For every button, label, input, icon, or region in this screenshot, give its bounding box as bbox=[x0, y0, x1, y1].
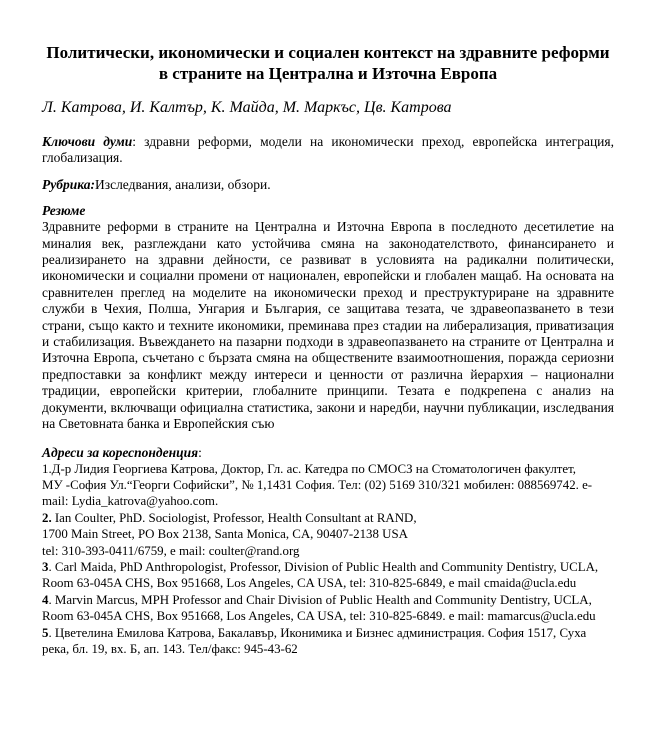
address-number: 3 bbox=[42, 559, 49, 574]
address-line: mail: Lydia_katrova@yahoo.com. bbox=[42, 494, 219, 509]
rubric-text: Изследвания, анализи, обзори. bbox=[95, 176, 271, 192]
address-line: река, бл. 19, вх. Б, ап. 143. Тел/факс: 945-43-62 bbox=[42, 641, 298, 656]
paper-title: Политически, икономически и социален контекст на здравните реформи в страните на Централна и Източна Европа bbox=[46, 43, 610, 83]
author-list: Л. Катрова, И. Калтър, К. Майда, М. Маркъс, Цв. Катрова bbox=[42, 99, 452, 116]
address-text: . Carl Maida, PhD Anthropologist, Professor, Division of Public Health and Community Dentistry, UCLA, bbox=[48, 559, 599, 574]
address-text: . Marvin Marcus, MPH Professor and Chair Division of Public Health and Community Dentistry, UCLA, bbox=[48, 592, 592, 607]
keywords-paragraph bbox=[42, 134, 614, 167]
address-number: 5 bbox=[42, 625, 49, 640]
keywords-text: : здравни реформи, модели на икономически преход, европейска интеграция, глобализация. bbox=[42, 134, 614, 166]
address-entry bbox=[42, 592, 614, 625]
address-number: 4 bbox=[42, 592, 49, 607]
address-line bbox=[42, 625, 614, 641]
abstract-text: Здравните реформи в страните на Централна и Източна Европа в последното десетилетие на миналия век, разглеждани като устойчива смяна на законодателството, финансирането и реализирането на здравни дейности, се развиват в условията на радикални политически, икономически и социални промени от национален, европейски и глобален мащаб. На основата на сравнителен преглед на моделите на икономически преход и преструктуриране на здравните служби в Чехия, Полша, Унгария и България, се защитава тезата, че здравеопазването в тези страни, също както и техните икономики, преминава през стадии на либерализация, приватизация и стабилизация. Въвеждането на пазарни подходи в здравеопазването на страните от Централна и Източна Европа, съчетано с бързата смяна на обществените взаимоотношения, поражда сериозни предпоставки за конфликт между интереси и ценности от различна йерархия – национални традиции, европейски критерии, глобалните принципи. Тезата е подкрепена с анализ на документи, включващи официална статистика, закони и наредби, научни публикации, изследвания на Световната банка и Европейския съю bbox=[42, 219, 614, 432]
address-line bbox=[42, 510, 614, 526]
address-line: 1.Д-р Лидия Георгиева Катрова, Доктор, Гл. ас. Катедра по СМОСЗ на Стоматологичен факултет, bbox=[42, 461, 577, 476]
address-line: tel: 310-393-0411/6759, e mail: coulter@rand.org bbox=[42, 543, 300, 558]
abstract-heading: Резюме bbox=[42, 203, 86, 219]
rubric-label: Рубрика: bbox=[42, 176, 95, 192]
address-entry bbox=[42, 510, 614, 559]
address-entry bbox=[42, 625, 614, 658]
correspondence-label: Адреси за кореспонденция bbox=[42, 444, 199, 460]
address-entry bbox=[42, 461, 614, 510]
address-text: Ian Coulter, PhD. Sociologist, Professor, Health Consultant at RAND, bbox=[51, 510, 417, 525]
address-number: 2. bbox=[42, 510, 52, 525]
address-line: Room 63-045A CHS, Box 951668, Los Angeles, CA USA, tel: 310-825-6849, e mail cmaida@ucla.edu bbox=[42, 576, 577, 591]
address-text: . Цветелина Емилова Катрова, Бакалавър, Иконимика и Бизнес администрация. София 1517, Суха bbox=[48, 625, 587, 640]
address-line: 1700 Main Street, PO Box 2138, Santa Monica, CA, 90407-2138 USA bbox=[42, 527, 408, 542]
address-line: Room 63-045A CHS, Box 951668, Los Angeles, CA USA, tel: 310-825-6849. e mail: mamarcus@ucla.edu bbox=[42, 609, 596, 624]
rubric-paragraph bbox=[42, 177, 614, 193]
keywords-label: Ключови думи bbox=[42, 134, 133, 149]
address-line: МУ -София Ул.“Георги Софийски”, № 1,1431 София. Тел: (02) 5169 310/321 мобилен: 088569742. e- bbox=[42, 477, 593, 492]
address-line bbox=[42, 592, 614, 608]
address-entry bbox=[42, 559, 614, 592]
address-line bbox=[42, 559, 614, 575]
correspondence-heading bbox=[42, 445, 614, 461]
correspondence-colon: : bbox=[198, 444, 202, 460]
